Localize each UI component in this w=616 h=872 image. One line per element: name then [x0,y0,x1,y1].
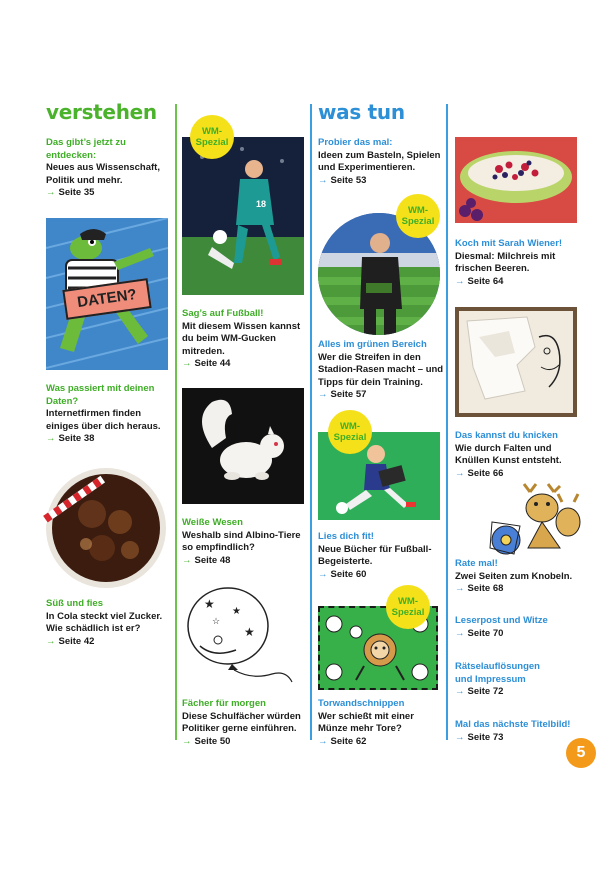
entry-heading: Torwandschnippen [318,698,405,709]
toc-entry[interactable] [455,238,591,288]
svg-text:☆: ☆ [212,616,221,626]
daten-illustration [46,218,168,370]
toc-entry[interactable] [182,698,306,748]
entry-page: Seite 73 [467,731,504,743]
football-player-photo [182,137,304,295]
entry-text: Internetfirmen finden einiges über dich heraus. [46,408,161,432]
svg-text:★: ★ [232,606,241,617]
milchreis-bowl-photo [455,137,577,223]
arrow-right-icon: → [455,686,465,697]
entry-heading: Lies dich fit! [318,531,374,542]
entry-heading: Das gibt’s jetzt zu entdecken: [46,137,126,161]
svg-text:18: 18 [256,199,267,209]
entry-page: Seite 64 [467,275,504,287]
column-divider [446,104,448,740]
balloon-face-drawing [182,584,304,688]
entry-heading: Probier das mal: [318,137,393,148]
entry-text: Wer schießt mit einer Münze mehr Tore? [318,710,414,734]
entry-page: Seite 72 [467,686,504,697]
toc-entry[interactable] [182,517,306,567]
entry-page: Seite 62 [330,735,367,747]
entry-heading: Sag’s auf Fußball! [182,308,264,319]
entry-heading: Fächer für morgen [182,698,266,709]
entry-text: Diese Schulfächer würden Politiker gerne einführen. [182,710,301,734]
arrow-right-icon: → [455,627,465,639]
entry-page: Seite 48 [194,554,231,566]
entry-page: Seite 60 [330,568,367,580]
section-title-was-tun: was tun [318,100,405,124]
wm-spezial-badge: WM- Spezial [386,585,430,629]
wm-spezial-badge: WM- Spezial [396,194,440,238]
entry-text: Zwei Seiten zum Knobeln. [455,570,573,582]
svg-text:★: ★ [204,597,215,611]
entry-page: Seite 38 [58,433,95,444]
arrow-right-icon: → [318,568,328,580]
crumpled-paper-art-photo [455,307,577,417]
entry-page: Seite 66 [467,467,504,479]
entry-heading: Das kannst du knicken [455,430,558,441]
entry-page: Seite 50 [194,735,231,747]
entry-page: Seite 35 [58,187,95,198]
toc-entry[interactable] [455,558,591,596]
toc-entry[interactable] [46,137,170,200]
arrow-right-icon: → [455,731,465,743]
daten-sign: DATEN? [62,278,151,320]
arrow-right-icon: → [318,389,328,400]
column-divider [175,104,177,740]
column-divider [310,104,312,740]
entry-text: Neues aus Wissenschaft, Politik und mehr. [46,162,160,186]
entry-heading: Koch mit Sarah Wiener! [455,238,563,249]
arrow-right-icon: → [455,467,465,479]
arrow-right-icon: → [46,635,56,647]
toc-entry[interactable] [455,430,591,480]
page-number: 5 [566,738,596,768]
section-title-verstehen: verstehen [46,100,157,124]
entry-page: Seite 53 [330,174,367,186]
entry-page: Seite 70 [467,627,504,639]
entry-page: Seite 57 [330,389,367,400]
toc-entry[interactable] [455,661,591,699]
entry-text: Wie durch Falten und Knüllen Kunst entsteht. [455,442,562,466]
arrow-right-icon: → [182,735,192,747]
entry-text: In Cola steckt viel Zucker. Wie schädlich ist er? [46,610,163,634]
entry-heading: Rätselauflösungen und Impressum [455,661,540,685]
albino-squirrel-photo [182,388,304,504]
entry-page: Seite 44 [194,358,231,369]
wm-spezial-badge: WM- Spezial [190,115,234,159]
toc-entry[interactable] [318,137,444,187]
entry-heading: Was passiert mit deinen Daten? [46,383,155,407]
entry-text: Neue Bücher für Fußball- Begeisterte. [318,543,432,567]
toc-entry[interactable] [318,531,444,581]
entry-text: Ideen zum Basteln, Spielen und Experimentieren. [318,149,441,173]
arrow-right-icon: → [182,554,192,566]
toc-entry[interactable] [318,698,444,748]
entry-heading: Mal das nächste Titelbild! [455,719,571,730]
entry-text: Mit diesem Wissen kannst du beim WM-Gucken mitreden. [182,320,301,357]
entry-heading: Rate mal! [455,558,498,569]
entry-page: Seite 68 [467,583,504,594]
arrow-right-icon: → [46,433,56,444]
entry-heading: Alles im grünen Bereich [318,339,427,350]
toc-entry[interactable] [46,598,170,648]
arrow-right-icon: → [455,275,465,287]
arrow-right-icon: → [46,187,56,198]
entry-heading: Leserpost und Witze [455,615,548,626]
entry-heading: Weiße Wesen [182,517,243,528]
entry-text: Diesmal: Milchreis mit frischen Beeren. [455,250,556,274]
entry-text: Wer die Streifen in den Stadion-Rasen macht – und Tipps für dein Training. [318,351,444,388]
wm-spezial-badge: WM- Spezial [328,410,372,454]
toc-entry[interactable] [455,615,591,640]
entry-text: Weshalb sind Albino-Tiere so empfindlich? [182,529,301,553]
toc-entry[interactable] [46,383,170,446]
toc-entry[interactable] [182,308,306,371]
entry-page: Seite 42 [58,635,95,647]
arrow-right-icon: → [318,735,328,747]
toc-entry[interactable] [318,339,444,402]
arrow-right-icon: → [318,174,328,186]
arrow-right-icon: → [455,583,465,594]
cola-glass-photo [40,462,170,592]
svg-text:★: ★ [244,625,255,639]
toc-entry[interactable] [455,719,591,744]
entry-heading: Süß und fies [46,598,103,609]
arrow-right-icon: → [182,358,192,369]
moose-cartoon-illustration [484,482,584,562]
